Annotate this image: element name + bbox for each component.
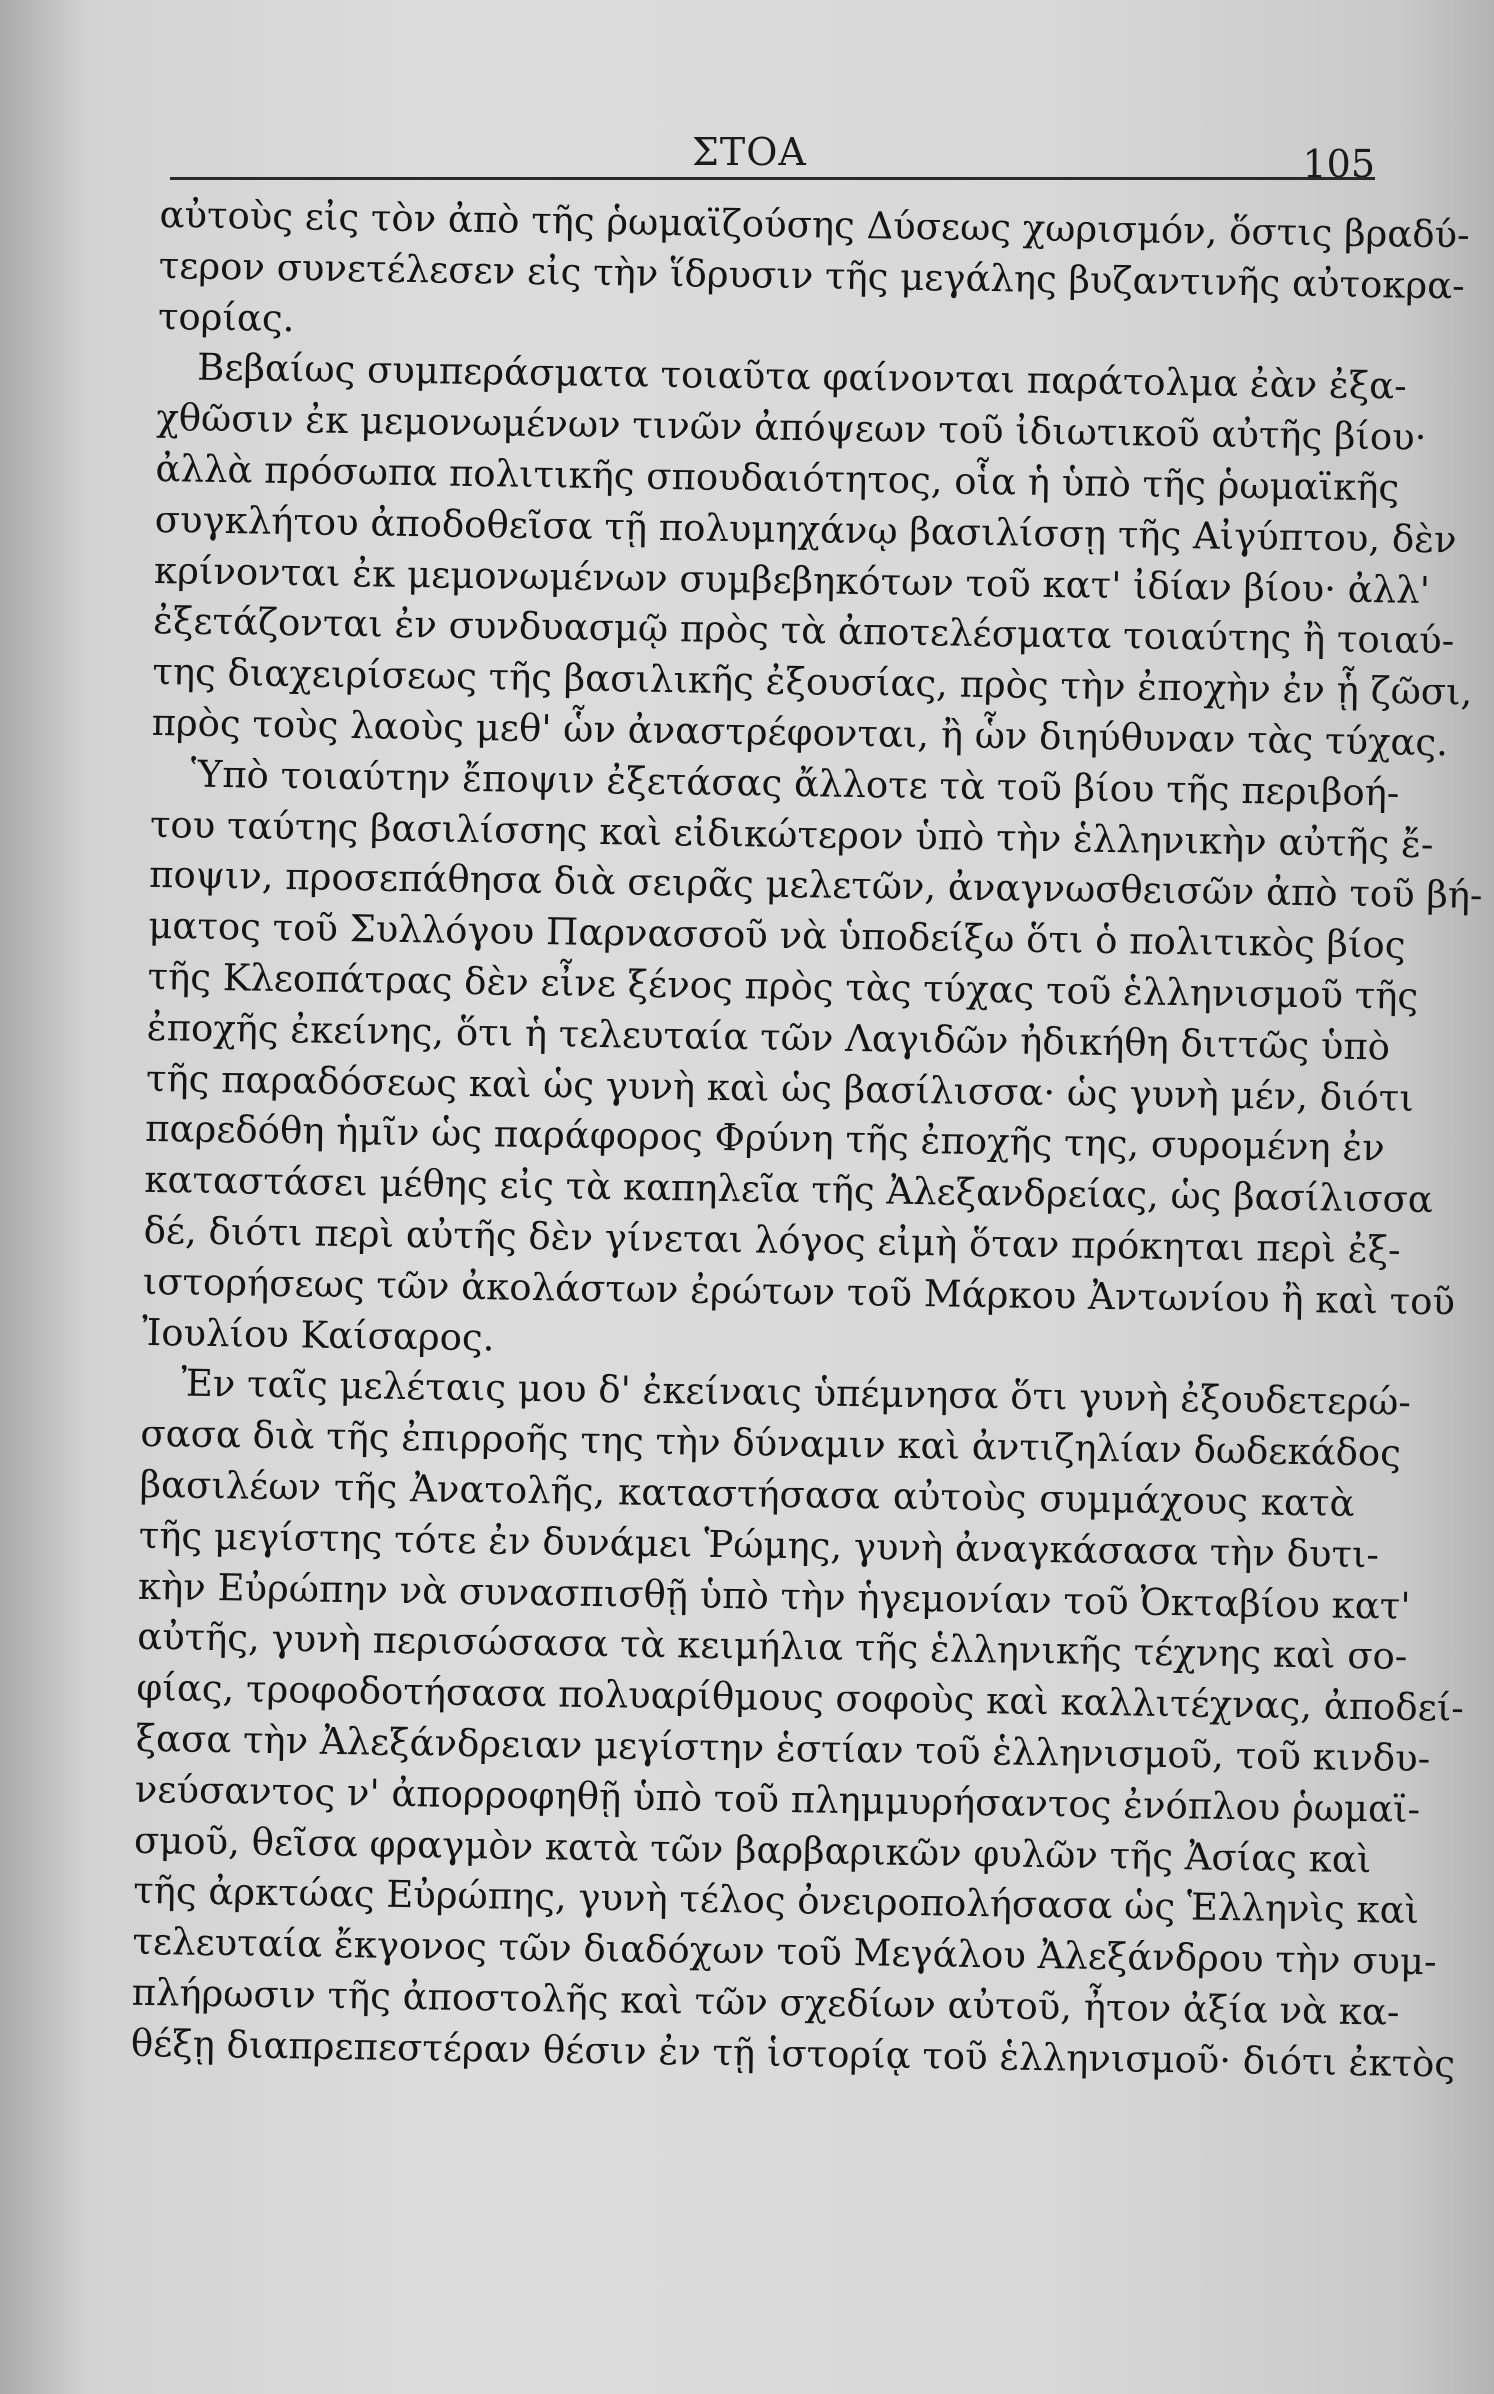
text-line: Βεβαίως συμπεράσματα τοιαῦτα φαίνονται παράτολμα ἐὰν ἐξα- [196, 345, 1408, 408]
text-line: τερον συνετέλεσεν εἰς τὴν ἵδρυσιν τῆς μεγάλης βυζαντινῆς αὐτοκρα- [158, 243, 1466, 308]
text-line: δέ, διότι περὶ αὐτῆς δὲν γίνεται λόγος εἰμὴ ὅταν πρόκηται περὶ ἐξ- [143, 1208, 1401, 1272]
text-line: φίας, τροφοδοτήσασα πολυαρίθμους σοφοὺς καὶ καλλιτέχνας, ἀποδεί- [136, 1665, 1465, 1730]
text-line: ποψιν, προσεπάθησα διὰ σειρᾶς μελετῶν, ἀναγνωσθεισῶν ἀπὸ τοῦ βή- [148, 853, 1483, 918]
text-line: Ὑπὸ τοιαύτην ἔποψιν ἐξετάσας ἄλλοτε τὰ τοῦ βίου τῆς περιβοή- [190, 752, 1400, 815]
text-line: κρίνονται ἐκ μεμονωμένων συμβεβηκότων τοῦ κατ' ἰδίαν βίου· ἀλλ' [153, 548, 1431, 612]
text-line: τῆς ἀρκτώας Εὐρώπης, γυνὴ τέλος ὀνειροπολήσασα ὡς Ἑλληνὶς καὶ [132, 1869, 1420, 1933]
text-line: Ἰουλίου Καίσαρος. [141, 1310, 495, 1359]
text-line: ἐποχῆς ἐκείνης, ὅτι ἡ τελευταία τῶν Λαγιδῶν ἠδικήθη διττῶς ὑπὸ [146, 1005, 1391, 1069]
text-line: της διαχειρίσεως τῆς βασιλικῆς ἐξουσίας, πρὸς τὴν ἐποχὴν ἐν ᾗ ζῶσι, [152, 650, 1473, 714]
text-line: κὴν Εὐρώπην νὰ συνασπισθῇ ὑπὸ τὴν ἡγεμονίαν τοῦ Ὀκταβίου κατ' [137, 1564, 1411, 1628]
text-line: συγκλήτου ἀποδοθεῖσα τῇ πολυμηχάνῳ βασιλίσσῃ τῆς Αἰγύπτου, δὲν [154, 497, 1457, 562]
text-line: σμοῦ, θεῖσα φραγμὸν κατὰ τῶν βαρβαρικῶν φυλῶν τῆς Ἀσίας καὶ [133, 1818, 1372, 1881]
text-line: ἐξετάζονται ἐν συνδυασμῷ πρὸς τὰ ἀποτελέσματα τοιαύτης ἢ τοιαύ- [152, 599, 1455, 663]
text-line: τορίας. [157, 294, 295, 340]
page-number: 105 [1302, 142, 1375, 186]
text-line: ιστορήσεως τῶν ἀκολάστων ἐρώτων τοῦ Μάρκου Ἀντωνίου ἢ καὶ τοῦ [142, 1259, 1456, 1324]
text-line: τελευταία ἔκγονος τῶν διαδόχων τοῦ Μεγάλου Ἀλεξάνδρου τὴν συμ- [132, 1919, 1437, 1984]
text-line: χθῶσιν ἐκ μεμονωμένων τινῶν ἀπόψεων τοῦ ἰδιωτικοῦ αὐτῆς βίου· [156, 396, 1427, 460]
text-line: αὐτοὺς εἰς τὸν ἀπὸ τῆς ῥωμαϊζούσης Δύσεως χωρισμόν, ὅστις βραδύ- [159, 192, 1470, 257]
running-head: ΣΤΟΑ [692, 130, 807, 174]
text-line: σασα διὰ τῆς ἐπιρροῆς της τὴν δύναμιν καὶ ἀντιζηλίαν δωδεκάδος [140, 1411, 1402, 1475]
text-line: θέξῃ διαπρεπεστέραν θέσιν ἐν τῇ ἱστορίᾳ τοῦ ἑλληνισμοῦ· διότι ἐκτὸς [130, 2021, 1456, 2086]
text-line: παρεδόθη ἡμῖν ὡς παράφορος Φρύνη τῆς ἐποχῆς της, συρομένη ἐν [144, 1107, 1386, 1170]
text-line: πλήρωσιν τῆς ἀποστολῆς καὶ τῶν σχεδίων αὐτοῦ, ἦτον ἀξία νὰ κα- [131, 1970, 1400, 2034]
text-line: καταστάσει μέθης εἰς τὰ καπηλεῖα τῆς Ἀλεξανδρείας, ὡς βασίλισσα [144, 1158, 1434, 1222]
text-line: του ταύτης βασιλίσσης καὶ εἰδικώτερον ὑπὸ τὴν ἑλληνικὴν αὐτῆς ἔ- [149, 802, 1434, 866]
text-line: πρὸς τοὺς λαοὺς μεθ' ὧν ἀναστρέφονται, ἢ ὧν διηύθυναν τὰς τύχας. [151, 700, 1449, 765]
text-line: ξασα τὴν Ἀλεξάνδρειαν μεγίστην ἑστίαν τοῦ ἑλληνισμοῦ, τοῦ κινδυ- [135, 1716, 1431, 1781]
text-line: τῆς Κλεοπάτρας δὲν εἶνε ξένος πρὸς τὰς τύχας τοῦ ἑλληνισμοῦ τῆς [147, 954, 1419, 1018]
text-line: βασιλέων τῆς Ἀνατολῆς, καταστήσασα αὐτοὺς συμμάχους κατὰ [139, 1462, 1355, 1525]
text-line: τῆς παραδόσεως καὶ ὡς γυνὴ καὶ ὡς βασίλισσα· ὡς γυνὴ μέν, διότι [145, 1056, 1415, 1120]
text-line: Ἐν ταῖς μελέταις μου δ' ἐκείναις ὑπέμνησα ὅτι γυνὴ ἐξουδετερώ- [180, 1361, 1412, 1425]
text-line: τῆς μεγίστης τότε ἐν δυνάμει Ῥώμης, γυνὴ ἀναγκάσασα τὴν δυτι- [138, 1513, 1380, 1577]
text-line: αὐτῆς, γυνὴ περισώσασα τὰ κειμήλια τῆς ἑλληνικῆς τέχνης καὶ σο- [136, 1615, 1408, 1679]
text-line: ματος τοῦ Συλλόγου Παρνασσοῦ νὰ ὑποδείξω ὅτι ὁ πολιτικὸς βίος [148, 904, 1406, 967]
body-text [130, 190, 1483, 2088]
page-header [170, 128, 1375, 184]
text-line: νεύσαντος ν' ἀπορροφηθῇ ὑπὸ τοῦ πλημμυρήσαντος ἐνόπλου ῥωμαϊ- [134, 1767, 1421, 1831]
header-rule [170, 177, 1375, 180]
text-line: ἀλλὰ πρόσωπα πολιτικῆς σπουδαιότητος, οἷα ἡ ὑπὸ τῆς ῥωμαϊκῆς [155, 446, 1400, 510]
